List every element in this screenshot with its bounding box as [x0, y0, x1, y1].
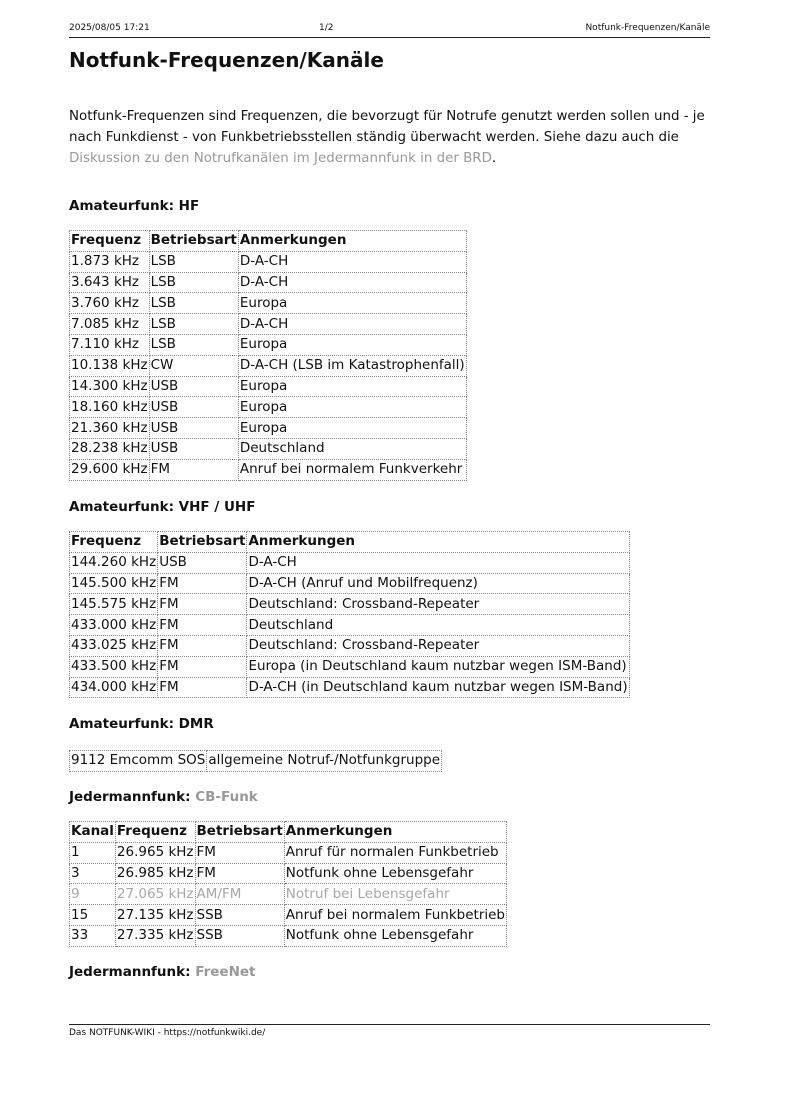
table-cell: FM	[158, 635, 247, 656]
table-cell: 1.873 kHz	[70, 251, 150, 272]
table-cell: 3.760 kHz	[70, 293, 150, 314]
table-cell: FM	[149, 459, 238, 480]
column-header: Betriebsart	[195, 822, 284, 843]
table-cell: D-A-CH (LSB im Katastrophenfall)	[238, 355, 466, 376]
table-cell: 27.335 kHz	[115, 925, 195, 946]
table-cell: AM/FM	[195, 884, 284, 905]
table-row	[70, 863, 507, 884]
table-cell: LSB	[149, 251, 238, 272]
table-cell: USB	[149, 438, 238, 459]
table-cell: D-A-CH (Anruf und Mobilfrequenz)	[247, 573, 629, 594]
table-cell: D-A-CH	[247, 552, 629, 573]
table-cell: 433.000 kHz	[70, 615, 158, 636]
table-cell: LSB	[149, 272, 238, 293]
table-cell: allgemeine Notruf-/Notfunkgruppe	[207, 751, 442, 772]
table-row	[70, 884, 507, 905]
table-row	[70, 314, 467, 335]
heading-vhf-uhf: Amateurfunk: VHF / UHF	[69, 499, 256, 515]
column-header: Frequenz	[70, 231, 150, 252]
table-cell: Deutschland	[238, 438, 466, 459]
table-cell: 433.500 kHz	[70, 656, 158, 677]
table-cell: 29.600 kHz	[70, 459, 150, 480]
header-timestamp: 2025/08/05 17:21	[69, 23, 150, 33]
table-cell: Europa	[238, 376, 466, 397]
table-cell: D-A-CH	[238, 314, 466, 335]
page-title: Notfunk-Frequenzen/Kanäle	[69, 48, 384, 72]
table-dmr	[69, 750, 442, 772]
table-cell: FM	[158, 573, 247, 594]
table-cell: USB	[149, 418, 238, 439]
table-cell: Anruf bei normalem Funkverkehr	[238, 459, 466, 480]
table-cell: Notfunk ohne Lebensgefahr	[284, 925, 506, 946]
table-row	[70, 594, 630, 615]
table-row	[70, 677, 630, 698]
table-row	[70, 376, 467, 397]
table-cell: 10.138 kHz	[70, 355, 150, 376]
table-cell: Notruf bei Lebensgefahr	[284, 884, 506, 905]
table-cell: Europa	[238, 397, 466, 418]
table-cell: FM	[195, 842, 284, 863]
heading-hf: Amateurfunk: HF	[69, 198, 200, 214]
table-cell: FM	[195, 863, 284, 884]
table-cell: 7.085 kHz	[70, 314, 150, 335]
table-cell: USB	[149, 397, 238, 418]
table-row	[70, 459, 467, 480]
table-cell: Europa	[238, 418, 466, 439]
table-row	[70, 751, 442, 772]
table-row	[70, 573, 630, 594]
column-header: Kanal	[70, 822, 116, 843]
table-row	[70, 418, 467, 439]
table-vhf-uhf	[69, 531, 630, 698]
table-cell: LSB	[149, 314, 238, 335]
table-cell: 18.160 kHz	[70, 397, 150, 418]
table-cell: 27.135 kHz	[115, 905, 195, 926]
table-cell: 144.260 kHz	[70, 552, 158, 573]
table-cell: USB	[149, 376, 238, 397]
table-header-row	[70, 822, 507, 843]
table-row	[70, 438, 467, 459]
column-header: Anmerkungen	[238, 231, 466, 252]
table-cell: FM	[158, 594, 247, 615]
table-cb-funk	[69, 821, 507, 947]
table-cell: Anruf bei normalem Funkbetrieb	[284, 905, 506, 926]
table-row	[70, 842, 507, 863]
cb-funk-link[interactable]: CB-Funk	[195, 789, 258, 805]
column-header: Betriebsart	[149, 231, 238, 252]
table-cell: Notfunk ohne Lebensgefahr	[284, 863, 506, 884]
table-cell: Deutschland: Crossband-Repeater	[247, 635, 629, 656]
table-cell: SSB	[195, 925, 284, 946]
table-cell: Deutschland	[247, 615, 629, 636]
table-cell: SSB	[195, 905, 284, 926]
table-cell: 33	[70, 925, 116, 946]
table-cell: 14.300 kHz	[70, 376, 150, 397]
table-cell: 145.575 kHz	[70, 594, 158, 615]
table-hf	[69, 230, 467, 481]
heading-cb-funk: Jedermannfunk: CB-Funk	[69, 789, 258, 805]
heading-freenet: Jedermannfunk: FreeNet	[69, 964, 256, 980]
table-cell: LSB	[149, 334, 238, 355]
table-cell: 15	[70, 905, 116, 926]
column-header: Anmerkungen	[247, 532, 629, 553]
table-cell: FM	[158, 615, 247, 636]
table-cell: FM	[158, 656, 247, 677]
table-cell: 433.025 kHz	[70, 635, 158, 656]
page-footer: Das NOTFUNK-WIKI - https://notfunkwiki.de/	[69, 1024, 710, 1038]
table-row	[70, 293, 467, 314]
table-header-row	[70, 532, 630, 553]
table-cell: 28.238 kHz	[70, 438, 150, 459]
table-cell: Europa	[238, 334, 466, 355]
table-row	[70, 615, 630, 636]
page-header	[69, 22, 710, 38]
table-row	[70, 272, 467, 293]
table-cell: FM	[158, 677, 247, 698]
discussion-link[interactable]: Diskussion zu den Notrufkanälen im Jedermannfunk in der BRD	[69, 151, 492, 166]
table-cell: Anruf für normalen Funkbetrieb	[284, 842, 506, 863]
table-cell: 27.065 kHz	[115, 884, 195, 905]
table-cell: 9112 Emcomm SOS	[70, 751, 207, 772]
table-cell: 3.643 kHz	[70, 272, 150, 293]
table-cell: 26.985 kHz	[115, 863, 195, 884]
table-row	[70, 334, 467, 355]
table-cell: D-A-CH	[238, 251, 466, 272]
table-cell: 1	[70, 842, 116, 863]
table-cell: Deutschland: Crossband-Repeater	[247, 594, 629, 615]
table-cell: Europa (in Deutschland kaum nutzbar wegen ISM-Band)	[247, 656, 629, 677]
table-cell: 21.360 kHz	[70, 418, 150, 439]
table-cell: 434.000 kHz	[70, 677, 158, 698]
column-header: Betriebsart	[158, 532, 247, 553]
freenet-link[interactable]: FreeNet	[195, 964, 256, 980]
table-row	[70, 397, 467, 418]
table-cell: CW	[149, 355, 238, 376]
column-header: Frequenz	[70, 532, 158, 553]
table-row	[70, 635, 630, 656]
column-header: Anmerkungen	[284, 822, 506, 843]
table-cell: USB	[158, 552, 247, 573]
table-row	[70, 355, 467, 376]
table-cell: 26.965 kHz	[115, 842, 195, 863]
table-cell: 3	[70, 863, 116, 884]
table-header-row	[70, 231, 467, 252]
table-cell: 145.500 kHz	[70, 573, 158, 594]
table-cell: Europa	[238, 293, 466, 314]
table-row	[70, 925, 507, 946]
table-row	[70, 656, 630, 677]
table-cell: D-A-CH (in Deutschland kaum nutzbar wegen ISM-Band)	[247, 677, 629, 698]
heading-dmr: Amateurfunk: DMR	[69, 716, 214, 732]
table-cell: 7.110 kHz	[70, 334, 150, 355]
table-cell: LSB	[149, 293, 238, 314]
header-page-number: 1/2	[319, 23, 334, 33]
table-cell: 9	[70, 884, 116, 905]
table-cell: D-A-CH	[238, 272, 466, 293]
header-page-title: Notfunk-Frequenzen/Kanäle	[585, 23, 710, 33]
column-header: Frequenz	[115, 822, 195, 843]
table-row	[70, 905, 507, 926]
intro-paragraph: Notfunk-Frequenzen sind Frequenzen, die bevorzugt für Notrufe genutzt werden sollen und - je nach Funkdienst - von Funkbetriebsstellen ständig überwacht werden. Siehe dazu auch die Diskussion zu den Notrufkanälen im Jedermannfunk in der BRD.	[69, 109, 705, 166]
table-row	[70, 552, 630, 573]
table-row	[70, 251, 467, 272]
